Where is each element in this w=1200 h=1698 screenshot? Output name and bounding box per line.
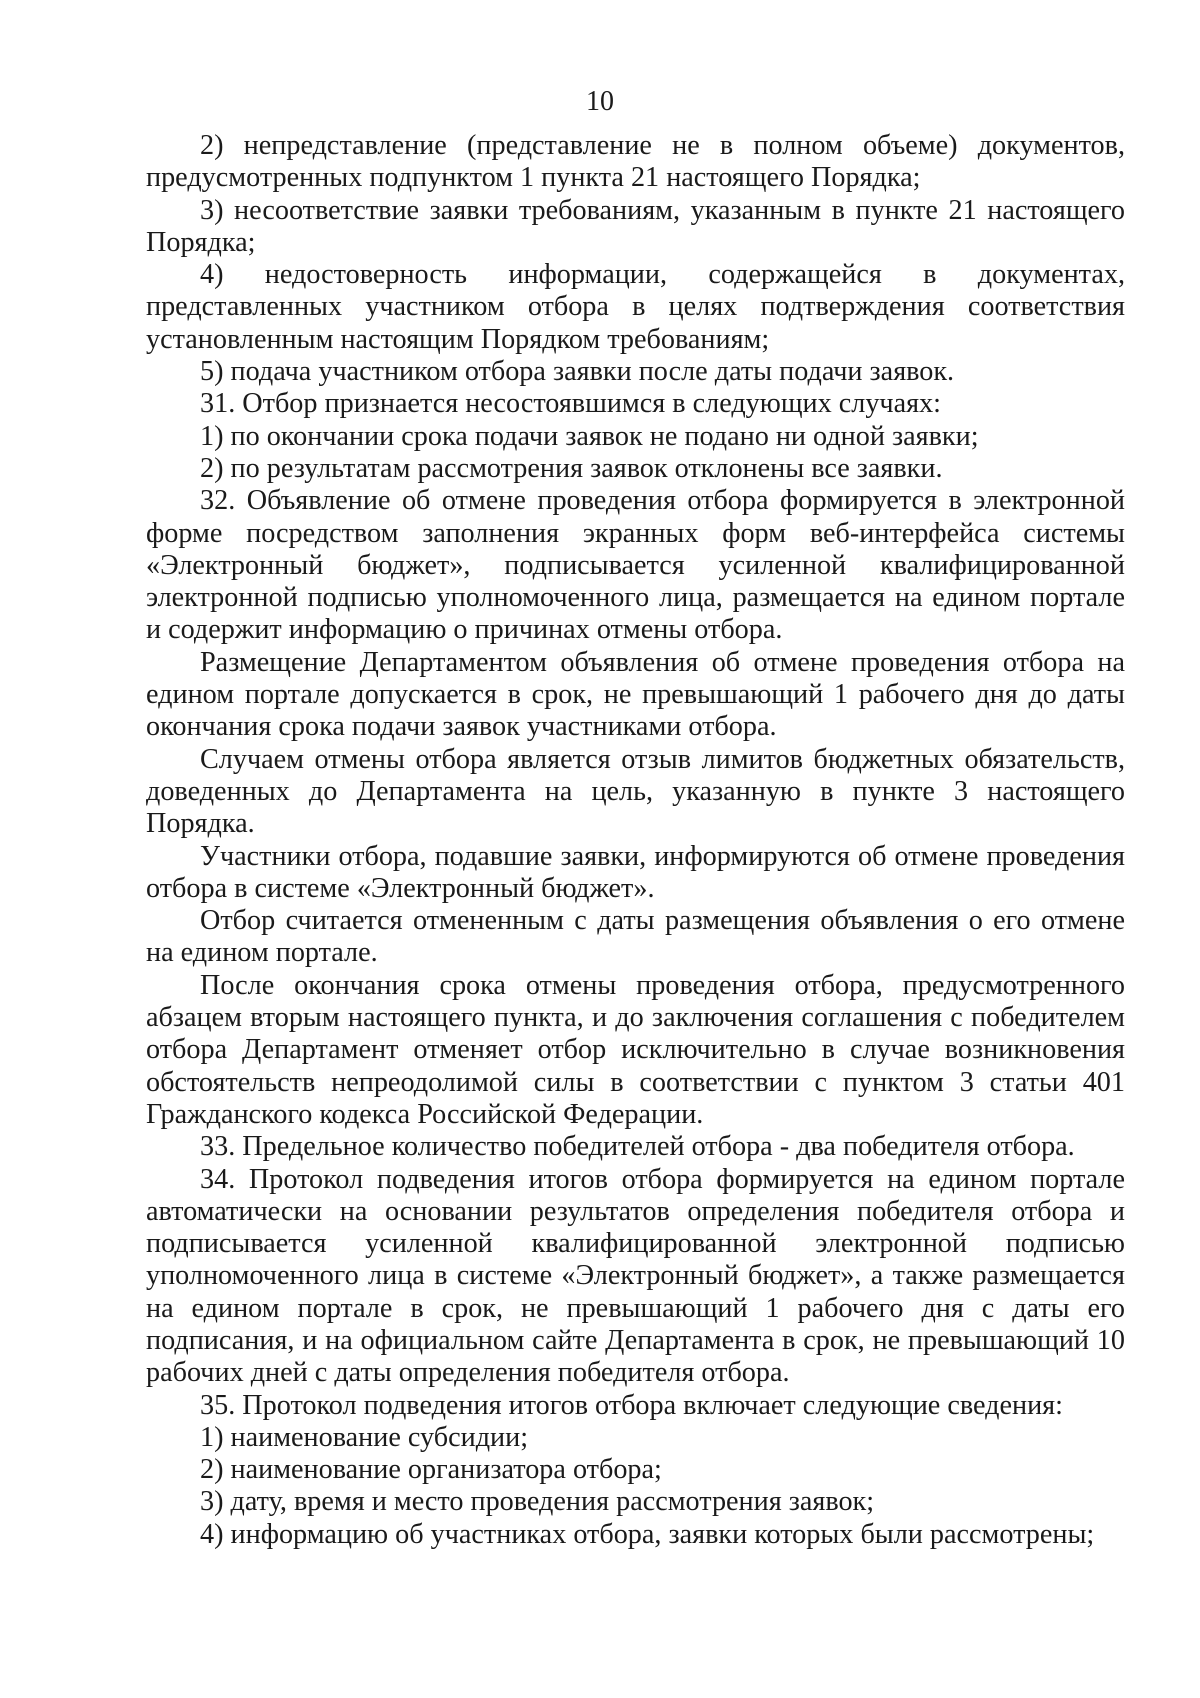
paragraph-clause-32-participants: Участники отбора, подавшие заявки, информируются об отмене проведения отбора в системе «Электронный бюджет». xyxy=(146,840,1125,904)
paragraph-item-3: 3) несоответствие заявки требованиям, указанным в пункте 21 настоящего Порядка; xyxy=(146,194,1125,258)
paragraph-clause-35-item-4: 4) информацию об участниках отбора, заявки которых были рассмотрены; xyxy=(200,1518,1095,1550)
paragraph-clause-31-item-2: 2) по результатам рассмотрения заявок отклонены все заявки. xyxy=(200,452,943,484)
paragraph-clause-35: 35. Протокол подведения итогов отбора включает следующие сведения: xyxy=(200,1389,1063,1421)
paragraph-clause-35-item-3: 3) дату, время и место проведения рассмотрения заявок; xyxy=(200,1486,875,1518)
paragraph-clause-31-item-1: 1) по окончании срока подачи заявок не подано ни одной заявки; xyxy=(200,420,979,452)
page-number: 10 xyxy=(586,86,614,117)
paragraph-clause-35-item-2: 2) наименование организатора отбора; xyxy=(200,1454,662,1486)
paragraph-clause-32-cancelled-date: Отбор считается отмененным с даты размещения объявления о его отмене на едином портале. xyxy=(146,905,1125,969)
paragraph-clause-31: 31. Отбор признается несостоявшимся в следующих случаях: xyxy=(200,388,942,420)
paragraph-item-2: 2) непредставление (представление не в полном объеме) документов, предусмотренных подпунктом 1 пункта 21 настоящего Порядка; xyxy=(146,130,1125,194)
paragraph-item-5: 5) подача участником отбора заявки после даты подачи заявок. xyxy=(200,356,955,388)
paragraph-clause-35-item-1: 1) наименование субсидии; xyxy=(200,1421,529,1453)
paragraph-clause-32-force-majeure: После окончания срока отмены проведения отбора, предусмотренного абзацем вторым настоящего пункта, и до заключения соглашения с победителем отбора Департамент отменяет отбор исключительно в случае возникновения обстоятельств непреодолимой силы в соответствии с пунктом 3 статьи 401 Гражданского кодекса Российской Федерации. xyxy=(146,969,1125,1130)
paragraph-item-4: 4) недостоверность информации, содержащейся в документах, представленных участником отбора в целях подтверждения соответствия установленным настоящим Порядком требованиям; xyxy=(146,259,1125,355)
paragraph-clause-33: 33. Предельное количество победителей отбора - два победителя отбора. xyxy=(200,1131,1075,1163)
paragraph-clause-32-placement: Размещение Департаментом объявления об отмене проведения отбора на едином портале допускается в срок, не превышающий 1 рабочего дня до даты окончания срока подачи заявок участниками отбора. xyxy=(146,646,1125,743)
paragraph-clause-32: 32. Объявление об отмене проведения отбора формируется в электронной форме посредством заполнения экранных форм веб-интерфейса системы «Электронный бюджет», подписывается усиленной квалифицированной электронной подписью уполномоченного лица, размещается на едином портале и содержит информацию о причинах отмены отбора. xyxy=(146,485,1125,646)
document-body xyxy=(146,130,1125,1551)
paragraph-clause-32-cancel-case: Случаем отмены отбора является отзыв лимитов бюджетных обязательств, доведенных до Департамента на цель, указанную в пункте 3 настоящего Порядка. xyxy=(146,743,1125,840)
paragraph-clause-34: 34. Протокол подведения итогов отбора формируется на едином портале автоматически на основании результатов определения победителя отбора и подписывается усиленной квалифицированной электронной подписью уполномоченного лица в системе «Электронный бюджет», а также размещается на едином портале в срок, не превышающий 1 рабочего дня с даты его подписания, и на официальном сайте Департамента в срок, не превышающий 10 рабочих дней с даты определения победителя отбора. xyxy=(146,1163,1125,1389)
